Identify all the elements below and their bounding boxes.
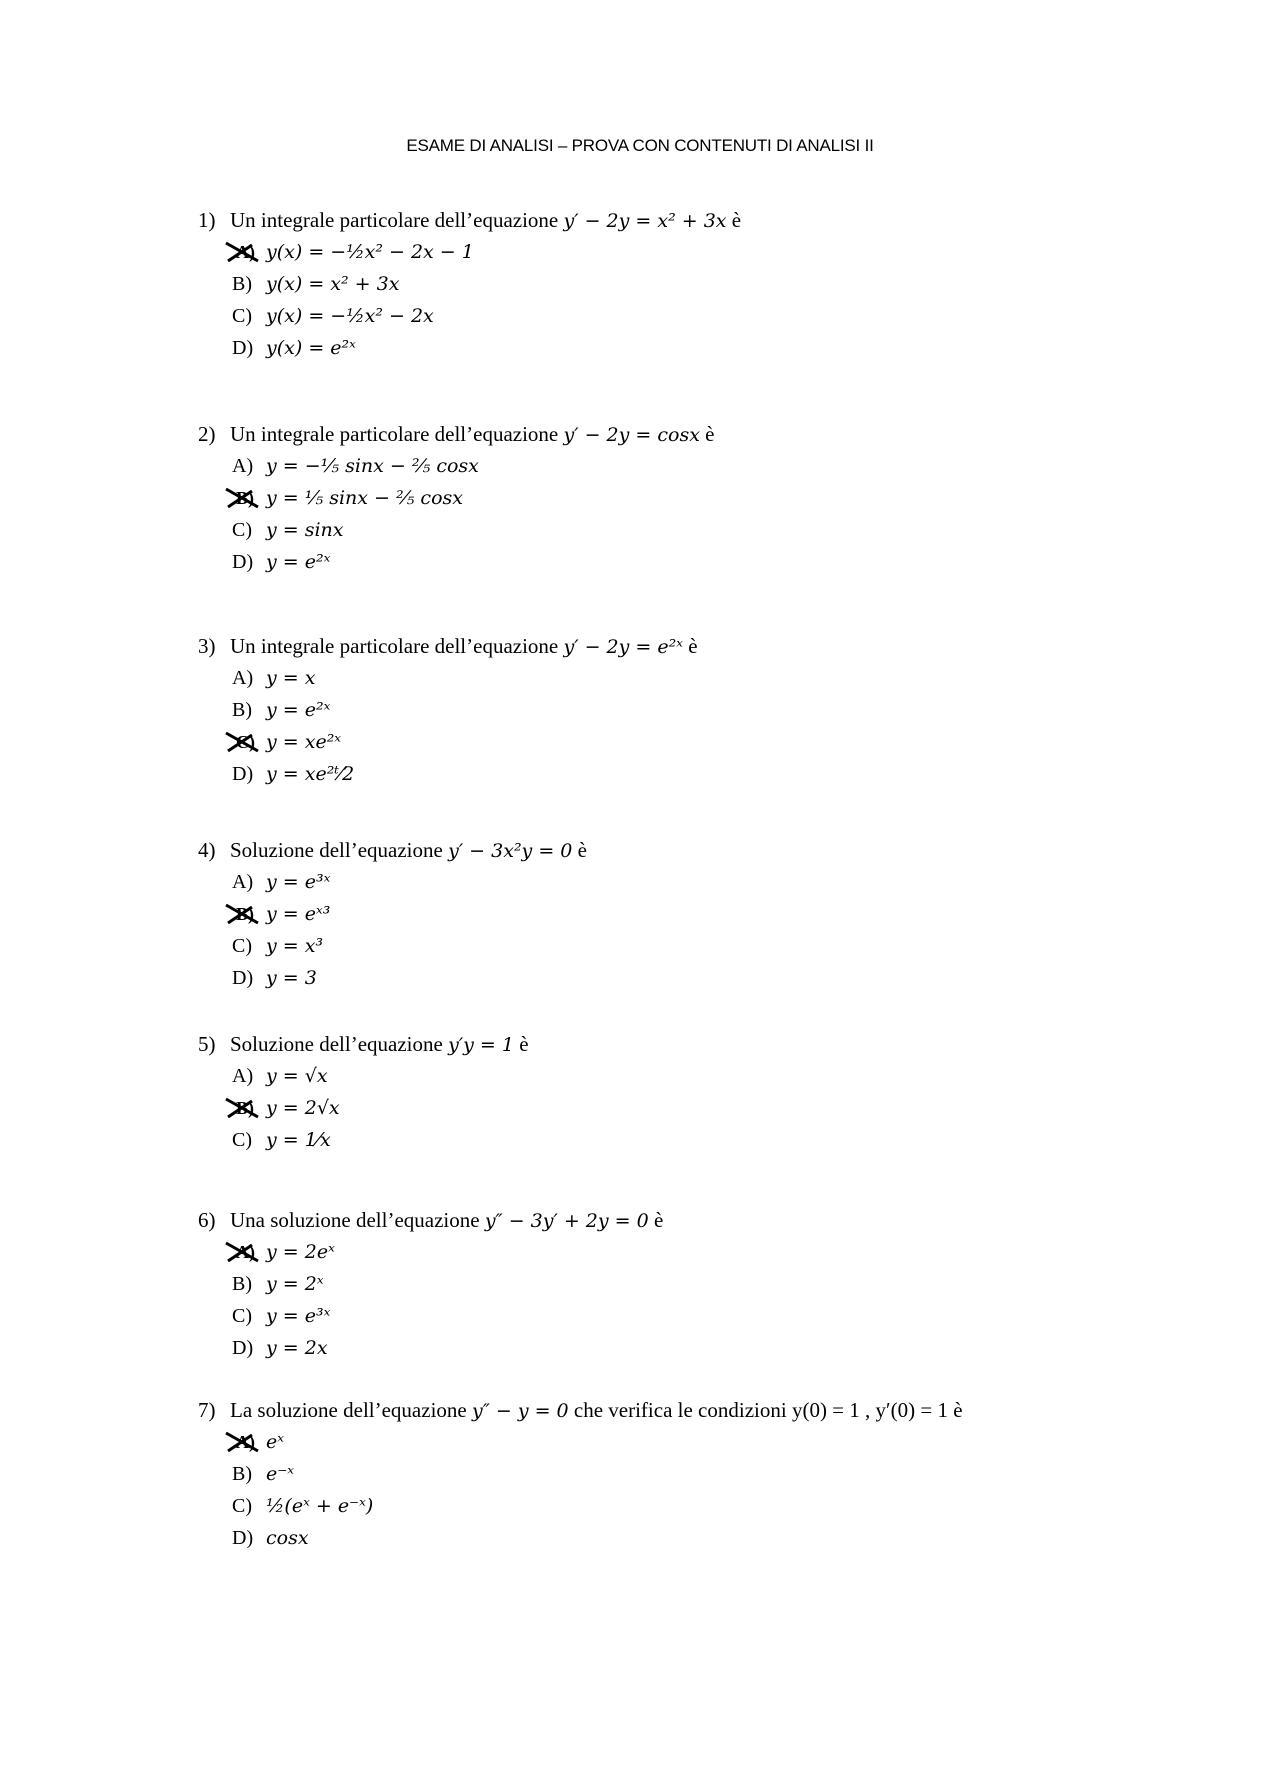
question-prompt: Soluzione dell’equazione xyxy=(230,838,449,862)
question-number: 2) xyxy=(198,422,216,446)
question-5 xyxy=(198,1030,529,1155)
option-letter: C) xyxy=(232,1305,252,1327)
option-value: y = e²ˣ xyxy=(266,699,331,721)
option-b[interactable] xyxy=(232,1091,529,1123)
option-d[interactable] xyxy=(232,545,715,577)
question-equation: y″ − 3y′ + 2y = 0 xyxy=(484,1210,649,1232)
page-title: ESAME DI ANALISI – PROVA CON CONTENUTI DI ANALISI II xyxy=(406,136,874,155)
question-text xyxy=(198,420,715,449)
checkmark-icon xyxy=(222,729,266,755)
option-c[interactable] xyxy=(232,1489,963,1521)
option-letter: A) xyxy=(232,455,254,477)
question-1 xyxy=(198,206,741,363)
question-prompt: Un integrale particolare dell’equazione xyxy=(230,208,564,232)
question-text xyxy=(198,1396,963,1425)
option-letter: C) xyxy=(232,305,252,327)
question-4 xyxy=(198,836,587,993)
option-letter: B) xyxy=(232,1463,252,1485)
question-text xyxy=(198,1206,663,1235)
option-value: e⁻ˣ xyxy=(266,1463,295,1485)
option-value: y(x) = −½x² − 2x xyxy=(266,305,434,327)
option-letter: B) xyxy=(232,699,252,721)
option-letter: A) xyxy=(236,242,255,262)
option-letter: C) xyxy=(236,732,255,752)
option-value: y = e³ˣ xyxy=(266,1305,331,1327)
option-c[interactable] xyxy=(232,929,587,961)
option-c[interactable] xyxy=(232,725,698,757)
option-letter: B) xyxy=(232,1273,252,1295)
option-value: y = √x xyxy=(266,1065,328,1087)
question-suffix: è xyxy=(682,634,698,658)
question-suffix: è xyxy=(572,838,587,862)
question-text xyxy=(198,632,698,661)
option-value: y(x) = −½x² − 2x − 1 xyxy=(266,241,474,263)
option-b[interactable] xyxy=(232,1457,963,1489)
checkmark-icon xyxy=(222,901,266,927)
question-number: 7) xyxy=(198,1398,216,1422)
option-value: y = x³ xyxy=(266,935,324,957)
option-a[interactable] xyxy=(232,449,715,481)
option-value: y = 2ˣ xyxy=(266,1273,324,1295)
option-value: ½(eˣ + e⁻ˣ) xyxy=(266,1495,374,1517)
question-number: 5) xyxy=(198,1032,216,1056)
option-value: y = 3 xyxy=(266,967,317,989)
option-letter: A) xyxy=(232,871,254,893)
question-text xyxy=(198,836,587,865)
option-a[interactable] xyxy=(232,1059,529,1091)
option-letter: C) xyxy=(232,935,252,957)
option-value: y = x xyxy=(266,667,316,689)
option-value: y(x) = e²ˣ xyxy=(266,337,356,359)
option-letter: B) xyxy=(232,273,252,295)
option-letter: B) xyxy=(236,904,254,924)
option-letter: A) xyxy=(236,1242,255,1262)
question-suffix: è xyxy=(648,1208,664,1232)
checkmark-icon xyxy=(222,485,266,511)
option-value: y = ⅕ sinx − ⅖ cosx xyxy=(266,487,463,509)
question-text xyxy=(198,206,741,235)
question-prompt: La soluzione dell’equazione xyxy=(230,1398,472,1422)
option-value: eˣ xyxy=(266,1431,284,1453)
question-7 xyxy=(198,1396,963,1553)
option-a[interactable] xyxy=(232,1235,663,1267)
option-value: y = 2x xyxy=(266,1337,328,1359)
question-number: 3) xyxy=(198,634,216,658)
option-c[interactable] xyxy=(232,1299,663,1331)
option-letter: C) xyxy=(232,1129,252,1151)
option-value: y = −⅕ sinx − ⅖ cosx xyxy=(266,455,479,477)
option-value: cosx xyxy=(266,1527,309,1549)
option-value: y = 2√x xyxy=(266,1097,340,1119)
checkmark-icon xyxy=(222,239,266,265)
question-prompt: Una soluzione dell’equazione xyxy=(230,1208,485,1232)
option-letter: C) xyxy=(232,519,252,541)
option-d[interactable] xyxy=(232,1331,663,1363)
question-suffix: è xyxy=(726,208,742,232)
question-equation: y′y = 1 xyxy=(448,1034,514,1056)
option-letter: B) xyxy=(236,488,254,508)
question-equation: y″ − y = 0 xyxy=(471,1400,569,1422)
option-value: y = sinx xyxy=(266,519,344,541)
question-2 xyxy=(198,420,715,577)
question-equation: y′ − 3x²y = 0 xyxy=(448,840,573,862)
question-prompt: Un integrale particolare dell’equazione xyxy=(230,634,564,658)
option-a[interactable] xyxy=(232,865,587,897)
option-b[interactable] xyxy=(232,481,715,513)
question-6 xyxy=(198,1206,663,1363)
option-value: y = eˣ³ xyxy=(266,903,331,925)
option-letter: D) xyxy=(232,763,254,785)
question-equation: y′ − 2y = e²ˣ xyxy=(563,636,683,658)
option-c[interactable] xyxy=(232,1123,529,1155)
option-letter: D) xyxy=(232,337,254,359)
option-b[interactable] xyxy=(232,1267,663,1299)
option-value: y = e³ˣ xyxy=(266,871,331,893)
question-prompt: Un integrale particolare dell’equazione xyxy=(230,422,564,446)
option-c[interactable] xyxy=(232,299,741,331)
option-letter: D) xyxy=(232,551,254,573)
question-suffix: che verifica le condizioni y(0) = 1 , y′(0) = 1 è xyxy=(568,1398,963,1422)
option-letter: A) xyxy=(232,1065,254,1087)
option-d[interactable] xyxy=(232,1521,963,1553)
checkmark-icon xyxy=(222,1429,266,1455)
option-c[interactable] xyxy=(232,513,715,545)
question-prompt: Soluzione dell’equazione xyxy=(230,1032,449,1056)
option-letter: D) xyxy=(232,1337,254,1359)
question-text xyxy=(198,1030,529,1059)
question-number: 4) xyxy=(198,838,216,862)
option-b[interactable] xyxy=(232,693,698,725)
option-b[interactable] xyxy=(232,267,741,299)
option-value: y = 2eˣ xyxy=(266,1241,335,1263)
option-letter: A) xyxy=(232,667,254,689)
option-value: y = 1⁄x xyxy=(266,1129,331,1151)
question-equation: y′ − 2y = cosx xyxy=(563,424,700,446)
question-suffix: è xyxy=(699,422,715,446)
option-a[interactable] xyxy=(232,235,741,267)
option-letter: D) xyxy=(232,1527,254,1549)
option-d[interactable] xyxy=(232,331,741,363)
option-letter: D) xyxy=(232,967,254,989)
option-value: y(x) = x² + 3x xyxy=(266,273,400,295)
option-value: y = xe²ᵗ⁄2 xyxy=(266,763,355,785)
option-value: y = xe²ˣ xyxy=(266,731,342,753)
option-letter: B) xyxy=(236,1098,254,1118)
checkmark-icon xyxy=(222,1095,266,1121)
option-a[interactable] xyxy=(232,1425,963,1457)
option-d[interactable] xyxy=(232,757,698,789)
question-equation: y′ − 2y = x² + 3x xyxy=(563,210,727,232)
option-letter: A) xyxy=(236,1432,255,1452)
option-value: y = e²ˣ xyxy=(266,551,331,573)
option-d[interactable] xyxy=(232,961,587,993)
question-number: 6) xyxy=(198,1208,216,1232)
question-number: 1) xyxy=(198,208,216,232)
option-a[interactable] xyxy=(232,661,698,693)
option-letter: C) xyxy=(232,1495,252,1517)
checkmark-icon xyxy=(222,1239,266,1265)
option-b[interactable] xyxy=(232,897,587,929)
question-3 xyxy=(198,632,698,789)
question-suffix: è xyxy=(513,1032,529,1056)
